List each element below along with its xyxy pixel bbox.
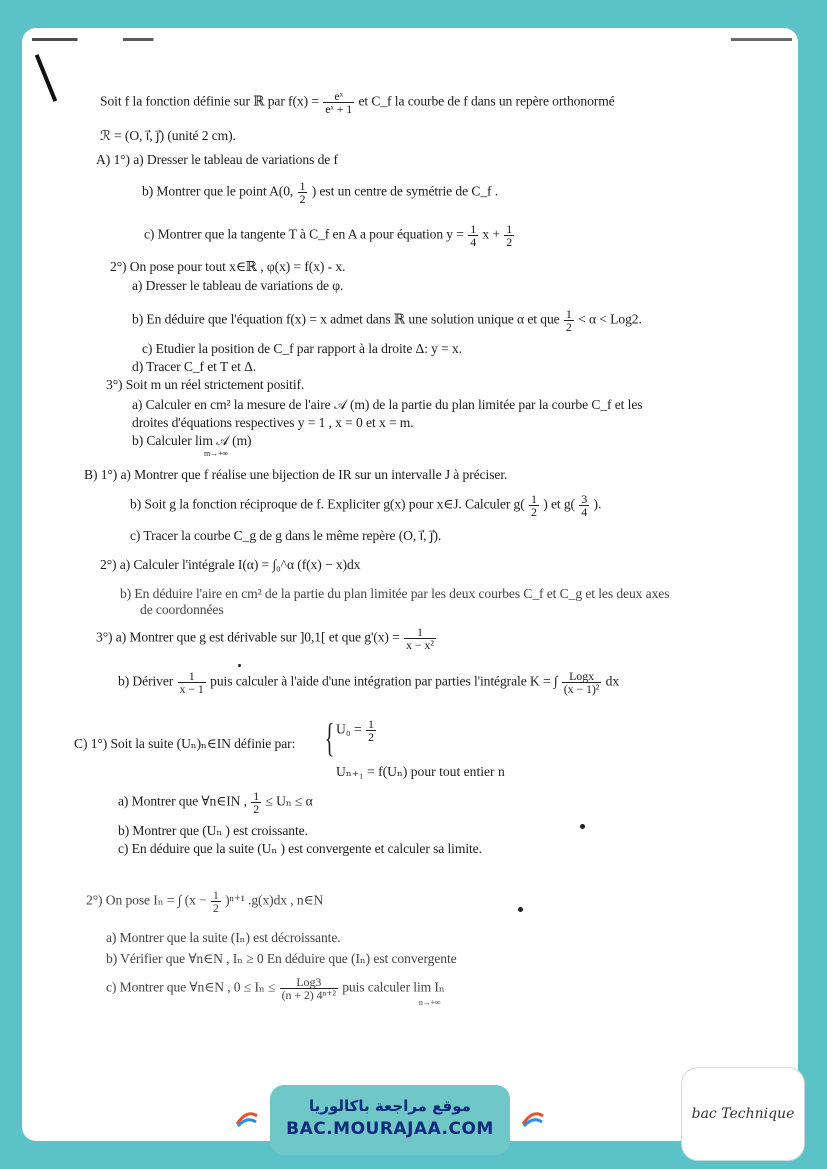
question-c2a: a) Montrer que la suite (Iₙ) est décroissante.: [106, 930, 341, 945]
question-a1b: b) Montrer que le point A(0, $\frac{1}{2}$ ) est un centre de symétrie de C_f .: [142, 179, 499, 206]
exam-sheet: [22, 28, 798, 1141]
question-a2a: a) Dresser le tableau de variations de φ.: [132, 278, 344, 293]
question-a2c: c) Etudier la position de C_f par rapport à la droite Δ: y = x.: [142, 341, 463, 356]
question-b1b: b) Soit g la fonction réciproque de f. Expliciter g(x) pour x∈J. Calculer g( $\frac{1}{2}$ ) et g( $\frac{3}{4}$ ).: [130, 492, 602, 519]
question-c2c: c) Montrer que ∀n∈N , 0 ≤ Iₙ ≤ $\frac{\text{Log3}}{\text{(n + 2) 4ⁿ⁺²}}$ puis calculer lim Iₙ n→+∞: [106, 975, 445, 1007]
question-a1c: c) Montrer que la tangente T à C_f en A a pour équation y = $\frac{1}{4}$ x + $\frac{1}{2}$: [144, 222, 513, 249]
site-logo-icon: [232, 1104, 262, 1134]
question-b1a: B) 1°) a) Montrer que f réalise une bijection de IR sur un intervalle J à préciser.: [84, 467, 508, 482]
question-b2b: b) En déduire l'aire en cm² de la partie du plan limitée par les deux courbes C_f et C_g et les deux axes: [120, 586, 670, 601]
site-logo-icon: [518, 1104, 548, 1134]
question-c1: C) 1°) Soit la suite (Uₙ)ₙ∈IN définie par:: [74, 736, 296, 751]
question-b2b-cont: de coordonnées: [140, 602, 224, 617]
sequence-recurrence: Uₙ₊₁ = f(Uₙ) pour tout entier n: [336, 764, 505, 779]
sequence-system: [320, 715, 505, 779]
question-a3a-cont: droites d'équations respectives y = 1 , x = 0 et x = m.: [132, 415, 414, 430]
question-c2b: b) Vérifier que ∀n∈N , Iₙ ≥ 0 En déduire que (Iₙ) est convergente: [106, 951, 457, 966]
question-c1b: b) Montrer que (Uₙ ) est croissante.: [118, 823, 308, 838]
question-a3a: a) Calculer en cm² la mesure de l'aire 𝒜 (m) de la partie du plan limitée par la courbe C_f et les: [132, 397, 643, 412]
question-a2: 2°) On pose pour tout x∈ℝ , φ(x) = f(x) - x.: [110, 259, 346, 274]
site-name-arabic: موقع مراجعة باكالوريا: [309, 1097, 471, 1115]
scan-dot: [580, 824, 585, 829]
question-b1c: c) Tracer la courbe C_g de g dans le même repère (O, i⃗, j⃗).: [130, 528, 442, 543]
question-a2b: b) En déduire que l'équation f(x) = x admet dans ℝ une solution unique α et que $\frac{1}{2}$ < α < Log2.: [132, 307, 642, 334]
scan-dot: [518, 907, 523, 912]
question-b3b: b) Dériver $\frac{1}{x - 1}$ puis calculer à l'aide d'une intégration par parties l'intégrale K = ∫ $\frac{\text{Logx}}{\text{(x − 1)²}}$ dx: [118, 669, 620, 696]
bac-technique-badge: bac Technique: [682, 1068, 804, 1160]
sequence-init: U₀ = $\frac{1}{2}$: [336, 717, 375, 744]
question-c2: 2°) On pose Iₙ = ∫ (x − $\frac{1}{2}$ )ⁿ⁺¹ .g(x)dx , n∈N: [86, 888, 324, 915]
question-a1a: A) 1°) a) Dresser le tableau de variations de f: [96, 152, 338, 167]
brace-symbol: {: [324, 715, 335, 760]
scan-dot: [238, 664, 241, 667]
question-a2d: d) Tracer C_f et T et Δ.: [132, 359, 257, 374]
site-banner[interactable]: [270, 1085, 510, 1155]
repere-line: ℛ = (O, i⃗, j⃗) (unité 2 cm).: [100, 128, 236, 143]
question-b2a: 2°) a) Calculer l'intégrale I(α) = ∫₀^α (f(x) − x)dx: [100, 557, 361, 572]
intro-line: Soit f la fonction définie sur ℝ par f(x) = $\frac{\text{eˣ}}{\text{eˣ + 1}}$ et C_f la courbe de f dans un repère orthonormé: [100, 89, 615, 116]
question-c1c: c) En déduire que la suite (Uₙ ) est convergente et calculer sa limite.: [118, 841, 482, 856]
scan-artifact-mark: [35, 54, 57, 102]
question-a3: 3°) Soit m un réel strictement positif.: [106, 377, 305, 392]
question-c1a: a) Montrer que ∀n∈IN , $\frac{1}{2}$ ≤ Uₙ ≤ α: [118, 789, 313, 816]
scan-artifact-line: [32, 38, 792, 41]
question-a3b: b) Calculer lim 𝒜 (m) m→+∞: [132, 433, 252, 458]
site-url[interactable]: BAC.MOURAJAA.COM: [286, 1119, 494, 1139]
question-b3a: 3°) a) Montrer que g est dérivable sur ]0,1[ et que g'(x) = $\frac{1}{\text{x − x²}}$: [96, 625, 434, 652]
